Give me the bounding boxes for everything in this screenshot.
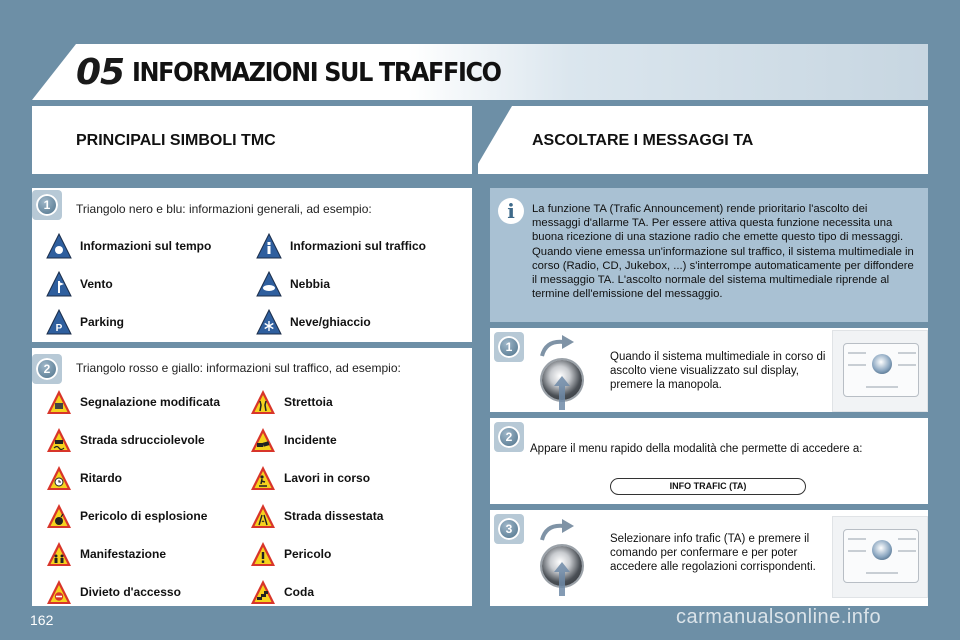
step3-badge: 3 (498, 518, 520, 540)
watermark: carmanualsonline.info (676, 606, 882, 628)
symbol-queue (250, 578, 314, 606)
menu-item-info-trafic: INFO TRAFIC (TA) (610, 478, 806, 495)
step1-badge: 1 (498, 336, 520, 358)
uneven-road-icon (250, 503, 276, 529)
symbol-label: Manifestazione (80, 547, 167, 561)
radio-knob (872, 540, 892, 560)
group2-badge: 2 (36, 358, 58, 380)
radio-button-row (848, 550, 866, 552)
step2-text: Appare il menu rapido della modalità che permette di accedere a: (530, 443, 863, 455)
symbol-label: Informazioni sul traffico (290, 239, 427, 253)
group1-badge: 1 (36, 194, 58, 216)
symbol-label: Segnalazione modificata (80, 395, 221, 409)
symbol-accident (250, 426, 337, 454)
symbol-label: Ritardo (80, 471, 122, 485)
radio-unit-image (832, 516, 928, 598)
radio-button-row (898, 538, 916, 540)
symbol-danger (250, 540, 331, 568)
symbol-label: Nebbia (290, 277, 331, 291)
ta-info-text: La funzione TA (Trafic Announcement) rende prioritario l'ascolto dei messaggi d'allarme TA. Per essere attiva questa funzione necessita una buona ricezione di una stazione radio che emette questo tipo di messaggi. Quando viene emessa un'informazione sul traffico, il sistema multimediale in corso (Radio, CD, Jukebox, ...) s'interrompe automaticamente per diffondere il messaggio TA. L'ascolto normale del sistema multimediale riprende al termine dell'emissione del messaggio. (532, 203, 914, 301)
radio-button-row (898, 550, 916, 552)
traffic-info-icon (256, 233, 282, 259)
delay-icon (46, 465, 72, 491)
step2-badge: 2 (498, 426, 520, 448)
symbol-label: Strettoia (284, 395, 333, 409)
radio-button-row (848, 538, 866, 540)
info-icon: i (498, 198, 524, 224)
explosion-danger-icon (46, 503, 72, 529)
rotate-arrow-icon (540, 334, 576, 358)
right-subtitle-cut (472, 106, 512, 174)
step1-badge-wrap (494, 332, 524, 362)
parking-icon (46, 309, 72, 335)
step2-badge-wrap (494, 422, 524, 452)
group2-intro: Triangolo rosso e giallo: informazioni sul traffico, ad esempio: (76, 361, 401, 375)
fog-icon (256, 271, 282, 297)
header-corner-cut (32, 44, 76, 100)
symbol-roadworks (250, 464, 370, 492)
group2-badge-wrap (32, 354, 62, 384)
queue-icon (250, 579, 276, 605)
left-subtitle: PRINCIPALI SIMBOLI TMC (76, 132, 276, 149)
radio-button-row (898, 364, 916, 366)
symbol-label: Parking (80, 315, 125, 329)
no-entry-icon (46, 579, 72, 605)
radio-button-row (848, 352, 866, 354)
rotate-arrow-icon (540, 518, 576, 542)
event-icon (46, 541, 72, 567)
symbol-no-entry (46, 578, 181, 606)
symbol-parking (46, 308, 124, 336)
step1-text: Quando il sistema multimediale in corso di ascolto viene visualizzato sul display, premere la manopola. (610, 351, 826, 391)
radio-button-row (848, 364, 866, 366)
symbol-fog (256, 270, 330, 298)
radio-unit-image (832, 330, 928, 412)
section-number: 05 (76, 52, 125, 93)
modified-alert-icon (46, 389, 72, 415)
page-number: 162 (30, 612, 54, 628)
radio-button-row (898, 352, 916, 354)
radio-knob (872, 354, 892, 374)
step3-text: Selezionare info trafic (TA) e premere il comando per confermare e per poter accedere alle regolazioni corrispondenti. (610, 533, 816, 573)
symbol-label: Incidente (284, 433, 337, 447)
group1-intro: Triangolo nero e blu: informazioni generali, ad esempio: (76, 202, 372, 216)
svg-text:P: P (55, 323, 63, 334)
page-title: INFORMAZIONI SUL TRAFFICO (132, 58, 501, 88)
symbol-weather-info (46, 232, 211, 260)
symbol-modified-alert (46, 388, 220, 416)
slippery-road-icon (46, 427, 72, 453)
symbol-label: Coda (284, 585, 314, 599)
snow-ice-icon (256, 309, 282, 335)
roadworks-icon (250, 465, 276, 491)
symbol-snow-ice (256, 308, 371, 336)
symbol-label: Pericolo di esplosione (80, 509, 208, 523)
symbol-wind (46, 270, 113, 298)
group1-badge-wrap (32, 190, 62, 220)
symbol-label: Strada sdrucciolevole (80, 433, 205, 447)
symbol-label: Vento (80, 277, 113, 291)
accident-icon (250, 427, 276, 453)
symbol-road-narrows (250, 388, 333, 416)
radio-face (843, 343, 919, 397)
press-arrow-icon (553, 562, 571, 596)
symbol-label: Strada dissestata (284, 509, 384, 523)
step3-badge-wrap (494, 514, 524, 544)
press-arrow-icon (553, 376, 571, 410)
symbol-traffic-info (256, 232, 426, 260)
symbol-event (46, 540, 166, 568)
symbol-uneven-road (250, 502, 383, 530)
right-subtitle: ASCOLTARE I MESSAGGI TA (532, 132, 754, 149)
symbol-delay (46, 464, 122, 492)
radio-face (843, 529, 919, 583)
symbol-label: Lavori in corso (284, 471, 371, 485)
road-narrows-icon (250, 389, 276, 415)
wind-icon (46, 271, 72, 297)
symbol-label: Pericolo (284, 547, 332, 561)
danger-icon (250, 541, 276, 567)
symbol-label: Informazioni sul tempo (80, 239, 212, 253)
symbol-explosion-danger (46, 502, 207, 530)
symbol-label: Divieto d'accesso (80, 585, 181, 599)
radio-slot (866, 572, 898, 574)
radio-slot (866, 386, 898, 388)
weather-info-icon (46, 233, 72, 259)
symbol-slippery-road (46, 426, 205, 454)
symbol-label: Neve/ghiaccio (290, 315, 371, 329)
